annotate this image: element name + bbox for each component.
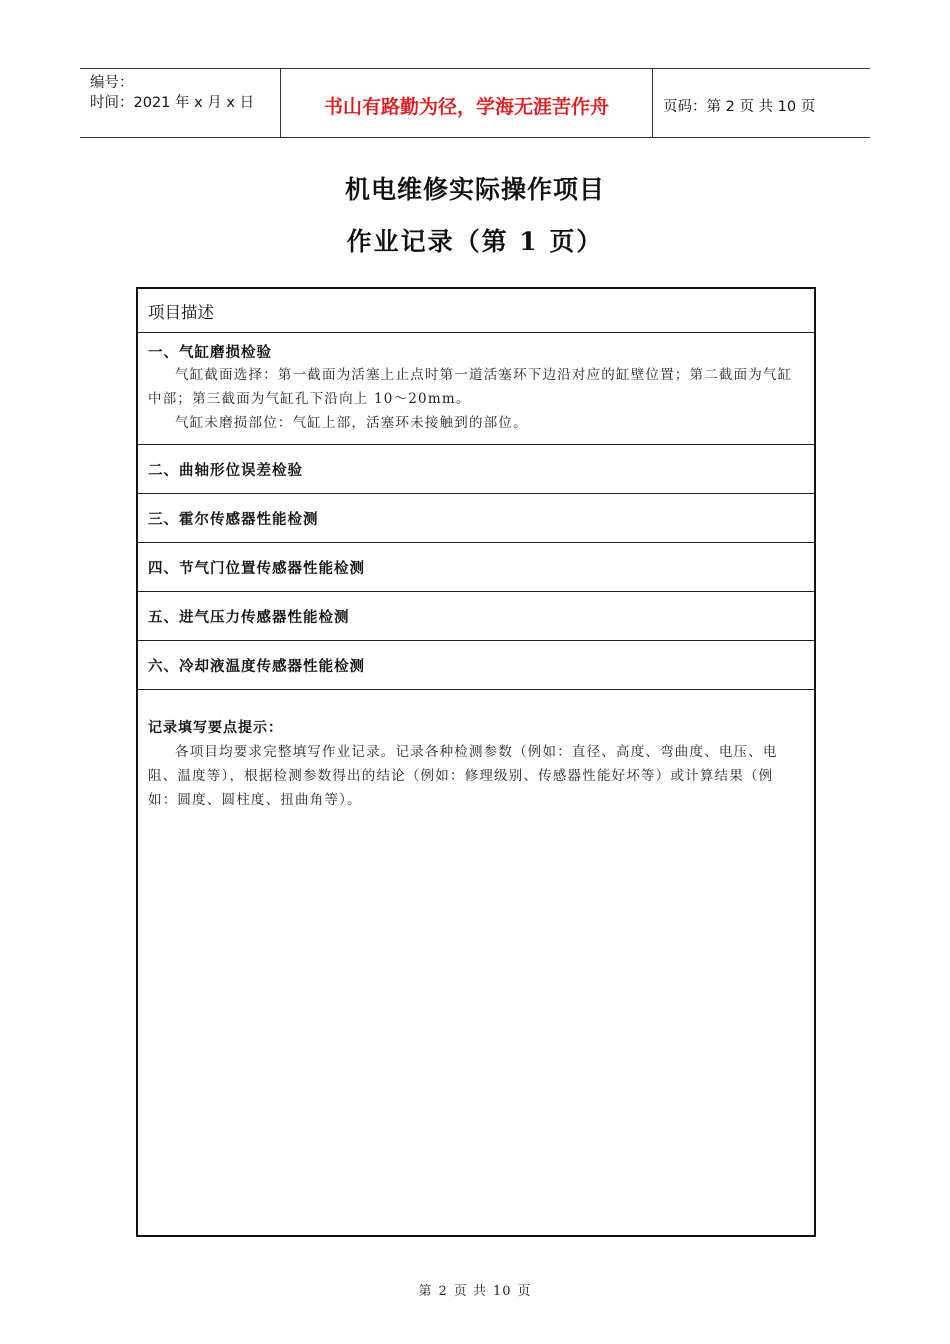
number-label: 编号： xyxy=(90,75,134,91)
section-cylinder-wear xyxy=(138,333,814,445)
time-label: 时间：2021 年 x 月 x 日 xyxy=(90,95,255,111)
section-title: 三、霍尔传感器性能检测 xyxy=(148,511,319,528)
page-footer xyxy=(0,1280,950,1299)
section-title: 四、节气门位置传感器性能检测 xyxy=(148,560,365,577)
page-subtitle: 作业记录（第 1 页） xyxy=(346,227,604,256)
page-header xyxy=(80,68,870,138)
footer-total: 10 xyxy=(492,1284,512,1299)
section-title: 二、曲轴形位误差检验 xyxy=(148,462,303,479)
section-title: 五、进气压力传感器性能检测 xyxy=(148,609,350,626)
header-meta xyxy=(80,69,280,137)
footer-prefix: 第 xyxy=(418,1284,433,1299)
header-page-code: 页码：第 2 页 共 10 页 xyxy=(663,98,816,115)
section-crankshaft xyxy=(138,445,814,494)
notes-body: 各项目均要求完整填写作业记录。记录各种检测参数（例如：直径、高度、弯曲度、电压、电阻、温度等），根据检测参数得出的结论（例如：修理级别、传感器性能好坏等）或计算结果（例如：圆度、圆柱度、扭曲角等）。 xyxy=(148,744,778,808)
section-title: 六、冷却液温度传感器性能检测 xyxy=(148,658,365,675)
section-paragraph: 气缸截面选择：第一截面为活塞上止点时第一道活塞环下边沿对应的缸壁位置；第二截面为气缸中部；第三截面为气缸孔下沿向上 10～20mm。 xyxy=(148,367,793,407)
page-title: 机电维修实际操作项目 xyxy=(344,175,605,204)
notes-block xyxy=(138,690,814,812)
record-table xyxy=(136,287,816,1237)
section-paragraph: 气缸未磨损部位：气缸上部，活塞环未接触到的部位。 xyxy=(175,415,528,431)
table-header-label: 项目描述 xyxy=(148,302,214,322)
section-intake-pressure-sensor xyxy=(138,592,814,641)
notes-title: 记录填写要点提示： xyxy=(148,720,283,736)
footer-mid: 页 共 xyxy=(453,1284,487,1299)
section-title: 一、气缸磨损检验 xyxy=(148,345,272,361)
footer-page: 2 xyxy=(438,1284,448,1299)
section-coolant-temp-sensor xyxy=(138,641,814,690)
table-header xyxy=(138,289,814,333)
header-motto: 书山有路勤为径，学海无涯苦作舟 xyxy=(280,69,653,137)
section-throttle-sensor xyxy=(138,543,814,592)
footer-suffix: 页 xyxy=(517,1284,532,1299)
section-hall-sensor xyxy=(138,494,814,543)
